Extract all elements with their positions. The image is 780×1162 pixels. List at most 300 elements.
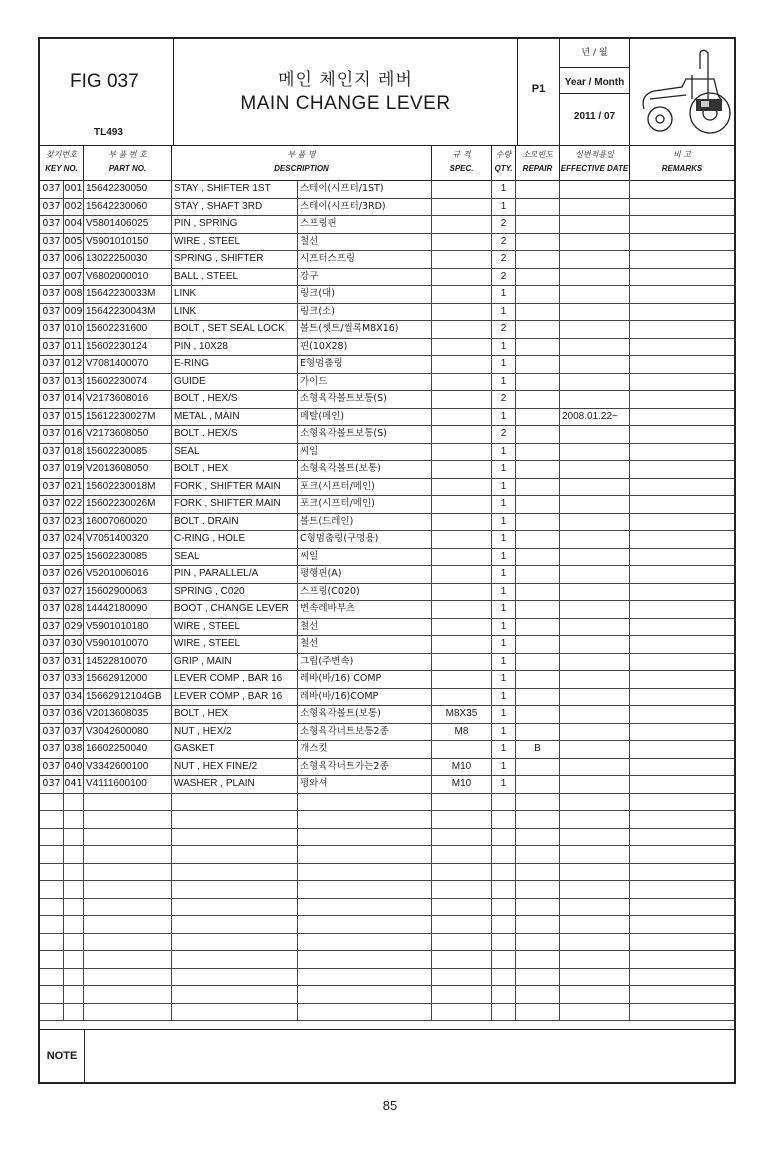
key-no-cell: 008: [64, 286, 84, 303]
key-no-cell: 026: [64, 566, 84, 583]
part-no-cell: 15642230033M: [84, 286, 172, 303]
description-en-cell: WIRE , STEEL: [172, 636, 298, 653]
effective-date-cell: [560, 741, 630, 758]
description-en-cell: LEVER COMP , BAR 16: [172, 689, 298, 706]
figure-cell: 037: [40, 584, 64, 601]
spec-cell: [432, 269, 492, 286]
repair-cell: [516, 619, 560, 636]
description-en-cell: NUT , HEX FINE/2: [172, 759, 298, 776]
empty-row: [40, 951, 734, 969]
empty-row: [40, 846, 734, 864]
qty-cell: [492, 846, 516, 863]
repair-cell: [516, 759, 560, 776]
qty-cell: 1: [492, 584, 516, 601]
effective-date-cell: [560, 1004, 630, 1021]
spec-cell: [432, 479, 492, 496]
description-ko-cell: [298, 969, 432, 986]
table-row: [40, 304, 734, 322]
table-row: [40, 496, 734, 514]
spec-cell: [432, 216, 492, 233]
qty-cell: [492, 1004, 516, 1021]
qty-cell: [492, 811, 516, 828]
remarks-cell: [630, 794, 734, 811]
spec-cell: [432, 671, 492, 688]
repair-cell: [516, 566, 560, 583]
description-en-cell: [172, 969, 298, 986]
part-no-cell: [84, 969, 172, 986]
description-ko-cell: [298, 899, 432, 916]
repair-cell: [516, 304, 560, 321]
remarks-cell: [630, 619, 734, 636]
year-month-box: [560, 39, 630, 145]
repair-cell: [516, 496, 560, 513]
description-ko-cell: 스프링핀: [298, 216, 432, 233]
figure-cell: 037: [40, 251, 64, 268]
column-label-en: PART NO.: [108, 164, 147, 173]
empty-row: [40, 864, 734, 882]
description-en-cell: METAL , MAIN: [172, 409, 298, 426]
figure-cell: 037: [40, 671, 64, 688]
col-part-no: [84, 146, 172, 180]
part-no-cell: 15642230050: [84, 181, 172, 198]
description-ko-cell: 평와셔: [298, 776, 432, 793]
key-no-cell: [64, 986, 84, 1003]
year-month-label-ko: 년 / 월: [581, 48, 608, 58]
qty-cell: 1: [492, 741, 516, 758]
spec-cell: [432, 514, 492, 531]
effective-date-cell: [560, 339, 630, 356]
description-en-cell: [172, 899, 298, 916]
part-no-cell: V3342600100: [84, 759, 172, 776]
key-no-cell: 012: [64, 356, 84, 373]
effective-date-cell: [560, 286, 630, 303]
remarks-cell: [630, 829, 734, 846]
effective-date-cell: [560, 636, 630, 653]
remarks-cell: [630, 706, 734, 723]
table-row: [40, 356, 734, 374]
part-no-cell: [84, 794, 172, 811]
repair-cell: [516, 584, 560, 601]
remarks-cell: [630, 881, 734, 898]
table-row: [40, 776, 734, 794]
part-no-cell: V2173608016: [84, 391, 172, 408]
description-ko-cell: 핀(10X28): [298, 339, 432, 356]
description-ko-cell: 철선: [298, 619, 432, 636]
part-no-cell: 15602230085: [84, 549, 172, 566]
remarks-cell: [630, 251, 734, 268]
key-no-cell: [64, 811, 84, 828]
figure-cell: 037: [40, 391, 64, 408]
effective-date-cell: [560, 549, 630, 566]
description-ko-cell: 레바(바/16)COMP: [298, 689, 432, 706]
col-remarks: [630, 146, 734, 180]
key-no-cell: 030: [64, 636, 84, 653]
title-korean: 메인 체인지 레버: [278, 70, 413, 90]
effective-date-cell: [560, 584, 630, 601]
qty-cell: [492, 934, 516, 951]
part-no-cell: 16602250040: [84, 741, 172, 758]
effective-date-cell: [560, 304, 630, 321]
repair-cell: [516, 339, 560, 356]
key-no-cell: 034: [64, 689, 84, 706]
repair-cell: [516, 269, 560, 286]
part-no-cell: 15602230085: [84, 444, 172, 461]
remarks-cell: [630, 916, 734, 933]
spec-cell: [432, 374, 492, 391]
spec-cell: [432, 794, 492, 811]
description-ko-cell: 볼트(드레인): [298, 514, 432, 531]
description-en-cell: [172, 864, 298, 881]
column-label-en: SPEC.: [449, 164, 474, 173]
table-row: [40, 741, 734, 759]
part-no-cell: 15602230124: [84, 339, 172, 356]
figure-cell: 037: [40, 339, 64, 356]
description-en-cell: SPRING , C020: [172, 584, 298, 601]
figure-cell: 037: [40, 549, 64, 566]
description-ko-cell: [298, 829, 432, 846]
remarks-cell: [630, 461, 734, 478]
remarks-cell: [630, 321, 734, 338]
spec-cell: [432, 881, 492, 898]
key-no-cell: 025: [64, 549, 84, 566]
effective-date-cell: [560, 444, 630, 461]
description-ko-cell: 스프링(C020): [298, 584, 432, 601]
spec-cell: [432, 916, 492, 933]
key-no-cell: [64, 916, 84, 933]
figure-cell: 037: [40, 566, 64, 583]
qty-cell: 1: [492, 479, 516, 496]
qty-cell: [492, 794, 516, 811]
part-no-cell: V6802000010: [84, 269, 172, 286]
figure-number: FIG 037: [70, 71, 139, 92]
description-en-cell: WIRE , STEEL: [172, 234, 298, 251]
spec-cell: [432, 934, 492, 951]
empty-row: [40, 934, 734, 952]
key-no-cell: 013: [64, 374, 84, 391]
qty-cell: 1: [492, 356, 516, 373]
key-no-cell: 027: [64, 584, 84, 601]
table-row: [40, 286, 734, 304]
figure-cell: 037: [40, 479, 64, 496]
part-no-cell: 15612230027M: [84, 409, 172, 426]
spec-cell: [432, 741, 492, 758]
column-label-ko: 비 고: [673, 150, 691, 159]
description-ko-cell: 강구: [298, 269, 432, 286]
figure-cell: 037: [40, 654, 64, 671]
part-no-cell: V5901010180: [84, 619, 172, 636]
repair-cell: [516, 636, 560, 653]
spec-cell: [432, 321, 492, 338]
remarks-cell: [630, 759, 734, 776]
repair-cell: [516, 514, 560, 531]
repair-cell: [516, 846, 560, 863]
spec-cell: [432, 899, 492, 916]
spec-cell: M8X35: [432, 706, 492, 723]
description-en-cell: [172, 951, 298, 968]
remarks-cell: [630, 444, 734, 461]
part-no-cell: V5801406025: [84, 216, 172, 233]
spec-cell: [432, 864, 492, 881]
qty-cell: 1: [492, 514, 516, 531]
description-ko-cell: [298, 864, 432, 881]
key-no-cell: 041: [64, 776, 84, 793]
spec-cell: [432, 444, 492, 461]
table-row: [40, 181, 734, 199]
description-ko-cell: 포크(시프터/메인): [298, 479, 432, 496]
repair-cell: [516, 811, 560, 828]
col-effective-date: [560, 146, 630, 180]
table-row: [40, 199, 734, 217]
effective-date-cell: [560, 391, 630, 408]
spec-cell: [432, 566, 492, 583]
part-no-cell: [84, 846, 172, 863]
figure-cell: 037: [40, 601, 64, 618]
figure-cell: 037: [40, 636, 64, 653]
key-no-cell: 016: [64, 426, 84, 443]
figure-cell: 037: [40, 741, 64, 758]
remarks-cell: [630, 864, 734, 881]
description-ko-cell: 소형육각볼트보통(S): [298, 426, 432, 443]
table-row: [40, 654, 734, 672]
year-month-value: 2011 / 07: [573, 111, 616, 122]
part-no-cell: 15602900063: [84, 584, 172, 601]
effective-date-cell: [560, 566, 630, 583]
figure-cell: [40, 986, 64, 1003]
effective-date-cell: [560, 864, 630, 881]
key-no-cell: 009: [64, 304, 84, 321]
description-ko-cell: [298, 916, 432, 933]
description-en-cell: BOLT , HEX/S: [172, 391, 298, 408]
key-no-cell: 001: [64, 181, 84, 198]
year-month-label-en: Year / Month: [564, 77, 625, 88]
figure-cell: 037: [40, 409, 64, 426]
table-row: [40, 269, 734, 287]
description-en-cell: LINK: [172, 304, 298, 321]
description-ko-cell: 평행핀(A): [298, 566, 432, 583]
description-en-cell: [172, 811, 298, 828]
description-en-cell: LINK: [172, 286, 298, 303]
repair-cell: [516, 374, 560, 391]
spec-cell: [432, 601, 492, 618]
effective-date-cell: [560, 356, 630, 373]
empty-row: [40, 1004, 734, 1022]
remarks-cell: [630, 269, 734, 286]
part-no-cell: 14442180090: [84, 601, 172, 618]
col-repair: [516, 146, 560, 180]
figure-cell: [40, 881, 64, 898]
description-en-cell: C-RING , HOLE: [172, 531, 298, 548]
table-row: [40, 444, 734, 462]
figure-cell: 037: [40, 199, 64, 216]
qty-cell: 1: [492, 689, 516, 706]
key-no-cell: [64, 829, 84, 846]
effective-date-cell: [560, 199, 630, 216]
description-en-cell: FORK , SHIFTER MAIN: [172, 496, 298, 513]
figure-cell: [40, 951, 64, 968]
repair-cell: [516, 899, 560, 916]
table-row: [40, 461, 734, 479]
spec-cell: [432, 951, 492, 968]
description-ko-cell: 스테이(시프터/1ST): [298, 181, 432, 198]
part-no-cell: [84, 829, 172, 846]
figure-cell: 037: [40, 269, 64, 286]
remarks-cell: [630, 304, 734, 321]
spec-cell: [432, 636, 492, 653]
figure-cell: 037: [40, 321, 64, 338]
remarks-cell: [630, 776, 734, 793]
part-no-cell: 13022250030: [84, 251, 172, 268]
figure-cell: 037: [40, 689, 64, 706]
spec-cell: [432, 584, 492, 601]
spec-cell: [432, 986, 492, 1003]
effective-date-cell: [560, 496, 630, 513]
description-en-cell: E-RING: [172, 356, 298, 373]
repair-cell: [516, 199, 560, 216]
description-ko-cell: [298, 1004, 432, 1021]
table-row: [40, 339, 734, 357]
remarks-cell: [630, 654, 734, 671]
part-no-cell: [84, 864, 172, 881]
description-ko-cell: 가이드: [298, 374, 432, 391]
description-en-cell: SPRING , SHIFTER: [172, 251, 298, 268]
figure-cell: [40, 899, 64, 916]
repair-cell: B: [516, 741, 560, 758]
figure-cell: 037: [40, 374, 64, 391]
repair-cell: [516, 689, 560, 706]
figure-cell: 037: [40, 304, 64, 321]
note-label: NOTE: [40, 1030, 85, 1083]
key-no-cell: 036: [64, 706, 84, 723]
title-box: [174, 39, 518, 145]
description-ko-cell: 링크(대): [298, 286, 432, 303]
description-ko-cell: 철선: [298, 636, 432, 653]
key-no-cell: 002: [64, 199, 84, 216]
qty-cell: 1: [492, 496, 516, 513]
effective-date-cell: [560, 216, 630, 233]
effective-date-cell: [560, 461, 630, 478]
repair-cell: [516, 794, 560, 811]
qty-cell: 1: [492, 549, 516, 566]
column-label-ko: 실변적용일: [575, 150, 614, 159]
page-code-box: [518, 39, 560, 145]
remarks-cell: [630, 584, 734, 601]
key-no-cell: [64, 1004, 84, 1021]
table-row: [40, 514, 734, 532]
description-ko-cell: 씨일: [298, 549, 432, 566]
tractor-illustration: [630, 39, 734, 145]
description-ko-cell: 메탈(메인): [298, 409, 432, 426]
description-en-cell: BOLT , HEX: [172, 461, 298, 478]
effective-date-cell: [560, 724, 630, 741]
col-description: [172, 146, 432, 180]
column-label-ko: 찾기번호: [46, 150, 77, 159]
effective-date-cell: [560, 601, 630, 618]
note-area: [40, 1029, 734, 1083]
spec-cell: [432, 409, 492, 426]
figure-cell: 037: [40, 619, 64, 636]
spec-cell: [432, 339, 492, 356]
description-en-cell: LEVER COMP , BAR 16: [172, 671, 298, 688]
qty-cell: 1: [492, 654, 516, 671]
part-no-cell: 16007060020: [84, 514, 172, 531]
spec-cell: M10: [432, 759, 492, 776]
qty-cell: 1: [492, 706, 516, 723]
qty-cell: [492, 829, 516, 846]
remarks-cell: [630, 566, 734, 583]
part-no-cell: V4111600100: [84, 776, 172, 793]
figure-cell: 037: [40, 531, 64, 548]
figure-cell: 037: [40, 514, 64, 531]
column-label-en: KEY NO.: [45, 164, 78, 173]
figure-cell: 037: [40, 776, 64, 793]
table-row: [40, 374, 734, 392]
spec-cell: [432, 461, 492, 478]
description-ko-cell: 그립(주변속): [298, 654, 432, 671]
effective-date-cell: [560, 251, 630, 268]
repair-cell: [516, 654, 560, 671]
spec-cell: [432, 1004, 492, 1021]
repair-cell: [516, 916, 560, 933]
description-ko-cell: 철선: [298, 234, 432, 251]
figure-cell: 037: [40, 286, 64, 303]
table-row: [40, 671, 734, 689]
description-ko-cell: 소형육각너트보통2종: [298, 724, 432, 741]
repair-cell: [516, 724, 560, 741]
key-no-cell: 014: [64, 391, 84, 408]
qty-cell: 1: [492, 286, 516, 303]
column-header-row: [40, 145, 734, 181]
qty-cell: [492, 951, 516, 968]
qty-cell: 1: [492, 199, 516, 216]
qty-cell: 2: [492, 321, 516, 338]
description-ko-cell: [298, 986, 432, 1003]
repair-cell: [516, 864, 560, 881]
qty-cell: [492, 881, 516, 898]
remarks-cell: [630, 356, 734, 373]
description-ko-cell: 볼트(셋트/씰록M8X16): [298, 321, 432, 338]
figure-box: [40, 39, 174, 145]
remarks-cell: [630, 689, 734, 706]
key-no-cell: 015: [64, 409, 84, 426]
effective-date-cell: [560, 689, 630, 706]
table-row: [40, 566, 734, 584]
repair-cell: [516, 881, 560, 898]
part-no-cell: V2173608050: [84, 426, 172, 443]
description-ko-cell: 시프터스프링: [298, 251, 432, 268]
key-no-cell: 006: [64, 251, 84, 268]
part-no-cell: 15642230060: [84, 199, 172, 216]
column-label-ko: 규 격: [452, 150, 471, 159]
figure-cell: [40, 864, 64, 881]
spec-cell: [432, 619, 492, 636]
key-no-cell: 037: [64, 724, 84, 741]
spec-cell: [432, 251, 492, 268]
part-no-cell: 15642230043M: [84, 304, 172, 321]
figure-cell: [40, 969, 64, 986]
part-no-cell: 15662912104GB: [84, 689, 172, 706]
remarks-cell: [630, 216, 734, 233]
repair-cell: [516, 706, 560, 723]
remarks-cell: [630, 724, 734, 741]
effective-date-cell: [560, 479, 630, 496]
remarks-cell: [630, 531, 734, 548]
key-no-cell: 028: [64, 601, 84, 618]
remarks-cell: [630, 741, 734, 758]
table-row: [40, 426, 734, 444]
spec-cell: M10: [432, 776, 492, 793]
qty-cell: 1: [492, 724, 516, 741]
description-en-cell: PIN , 10X28: [172, 339, 298, 356]
